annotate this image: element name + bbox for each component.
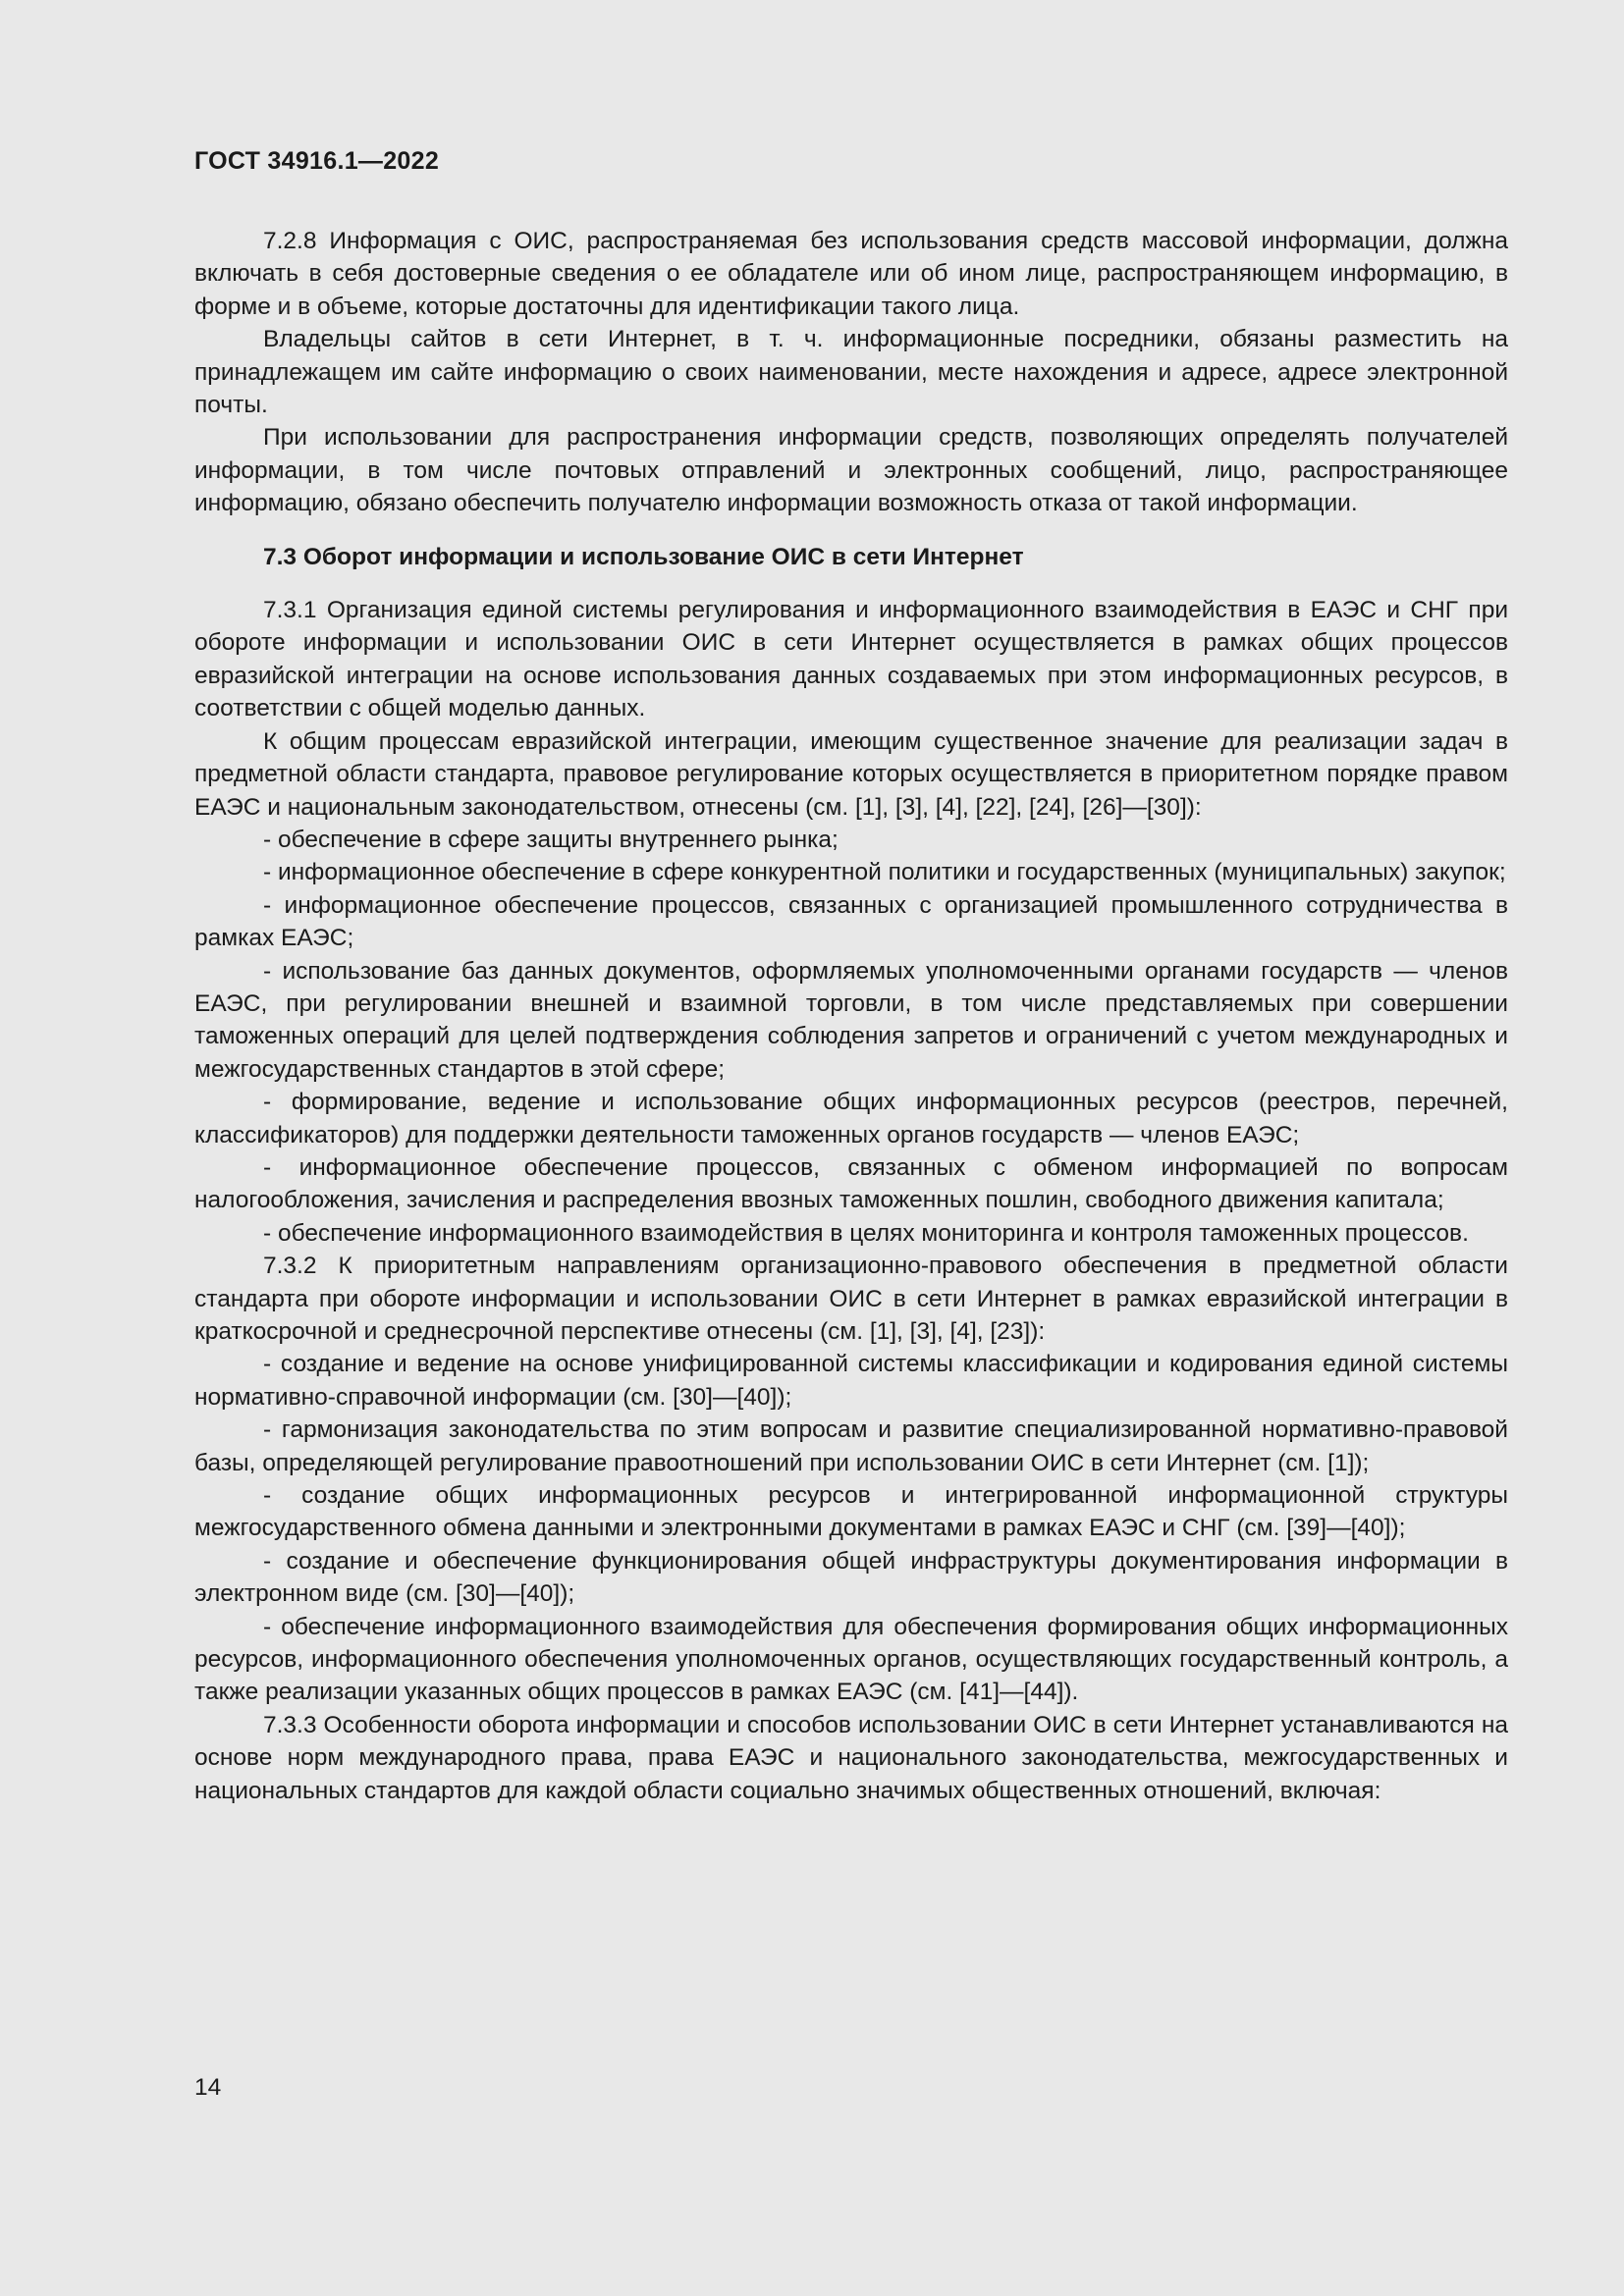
list-item: - информационное обеспечение процессов, связанных с обменом информацией по вопросам налогообложения, зачисления и распределения ввозных таможенных пошлин, свободного движения капитала;	[194, 1153, 1508, 1214]
list-item: - формирование, ведение и использование общих информационных ресурсов (реестров, перечней, классификаторов) для поддержки деятельности таможенных органов государств — членов ЕАЭС;	[194, 1089, 1508, 1148]
paragraph: 7.2.8 Информация с ОИС, распространяемая без использования средств массовой информации, должна включать в себя достоверные сведения о ее обладателе или об ином лице, распространяющем информацию, в форме и в объеме, которые достаточны для идентификации такого лица.	[194, 228, 1508, 320]
list-item: - использование баз данных документов, оформляемых уполномоченными органами государств — членов ЕАЭС, при регулировании внешней и взаимной торговли, в том числе представляемых при совершении таможенных операций для целей подтверждения соблюдения запретов и ограничений с учетом международных и межгосударственных стандартов в этой сфере;	[194, 957, 1508, 1083]
document-body	[194, 225, 1508, 1807]
list-item: - создание и обеспечение функционирования общей инфраструктуры документирования информации в электронном виде (см. [30]—[40]);	[194, 1547, 1508, 1608]
paragraph: 7.3.3 Особенности оборота информации и способов использовании ОИС в сети Интернет устанавливаются на основе норм международного права, права ЕАЭС и национального законодательства, межгосударственных и национальных стандартов для каждой области социально значимых общественных отношений, включая:	[194, 1711, 1508, 1804]
paragraph: При использовании для распространения информации средств, позволяющих определять получателей информации, в том числе почтовых отправлений и электронных сообщений, лицо, распространяющее информацию, обязано обеспечить получателю информации возможность отказа от такой информации.	[194, 424, 1508, 517]
document-header: ГОСТ 34916.1—2022	[194, 147, 440, 175]
list-item: - информационное обеспечение в сфере конкурентной политики и государственных (муниципальных) закупок;	[263, 859, 1506, 886]
page-number: 14	[194, 2074, 222, 2101]
list-item: - создание и ведение на основе унифицированной системы классификации и кодирования единой системы нормативно-справочной информации (см. [30]—[40]);	[194, 1351, 1508, 1411]
paragraph: 7.3.2 К приоритетным направлениям организационно-правового обеспечения в предметной области стандарта при обороте информации и использовании ОИС в сети Интернет в рамках евразийской интеграции в краткосрочной и среднесрочной перспективе отнесены (см. [1], [3], [4], [23]):	[194, 1253, 1508, 1345]
paragraph: Владельцы сайтов в сети Интернет, в т. ч. информационные посредники, обязаны разместить на принадлежащем им сайте информацию о своих наименовании, месте нахождения и адресе, адресе электронной почты.	[194, 326, 1508, 419]
paragraph: К общим процессам евразийской интеграции, имеющим существенное значение для реализации задач в предметной области стандарта, правовое регулирование которых осуществляется в приоритетном порядке правом ЕАЭС и национальным законодательством, отнесены (см. [1], [3], [4], [22], [24], [26]—[30]):	[194, 727, 1508, 821]
paragraph: 7.3.1 Организация единой системы регулирования и информационного взаимодействия в ЕАЭС и СНГ при обороте информации и использовании ОИС в сети Интернет осуществляется в рамках общих процессов евразийской интеграции на основе использования данных создаваемых при этом информационных ресурсов, в соответствии с общей моделью данных.	[194, 597, 1508, 722]
list-item: - обеспечение информационного взаимодействия для обеспечения формирования общих информационных ресурсов, информационного обеспечения уполномоченных органов, осуществляющих государственный контроль, а также реализации указанных общих процессов в рамках ЕАЭС (см. [41]—[44]).	[194, 1613, 1508, 1706]
list-item: - информационное обеспечение процессов, связанных с организацией промышленного сотрудничества в рамках ЕАЭС;	[194, 891, 1508, 952]
list-item: - создание общих информационных ресурсов и интегрированной информационной структуры межгосударственного обмена данными и электронными документами в рамках ЕАЭС и СНГ (см. [39]—[40]);	[194, 1482, 1508, 1542]
list-item: - обеспечение информационного взаимодействия в целях мониторинга и контроля таможенных процессов.	[263, 1219, 1469, 1247]
section-heading: 7.3 Оборот информации и использование ОИС в сети Интернет	[263, 543, 1024, 570]
list-item: - гармонизация законодательства по этим вопросам и развитие специализированной нормативно-правовой базы, определяющей регулирование правоотношений при использовании ОИС в сети Интернет (см. [1]);	[194, 1416, 1508, 1476]
list-item: - обеспечение в сфере защиты внутреннего рынка;	[263, 826, 839, 853]
